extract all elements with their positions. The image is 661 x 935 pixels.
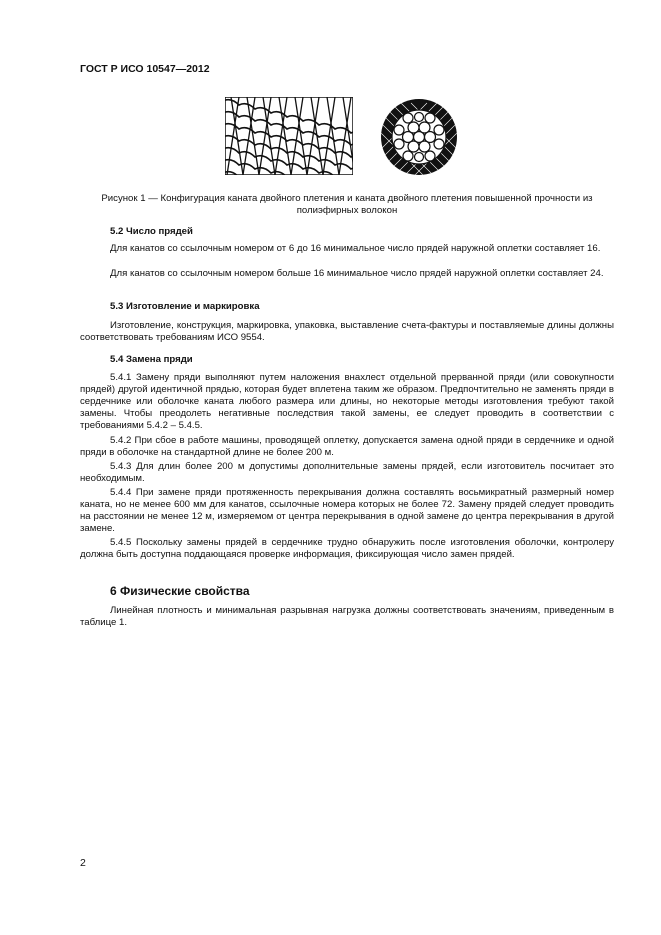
section-5-3-paragraph-1: Изготовление, конструкция, маркировка, упаковка, выставление счета-фактуры и поставляемые длины должны соответствовать требованиям ИСО 9554. bbox=[80, 320, 614, 343]
document-header: ГОСТ Р ИСО 10547—2012 bbox=[80, 63, 210, 75]
rope-cross-section-icon bbox=[381, 99, 457, 179]
section-5-4-title: 5.4 Замена пряди bbox=[110, 354, 193, 365]
braided-rope-icon bbox=[223, 97, 367, 183]
section-5-4-5-paragraph: 5.4.5 Поскольку замены прядей в сердечнике трудно обнаружить после изготовления оболочки, контролеру должна быть доступна поддающаяся проверке информация, фиксирующая число замен прядей. bbox=[80, 537, 614, 560]
section-5-3-title: 5.3 Изготовление и маркировка bbox=[110, 301, 260, 312]
section-5-4-4-paragraph: 5.4.4 При замене пряди протяженность перекрывания должна составлять восьмикратный размерный номер каната, но не менее 600 мм для канатов, ссылочные номера которых не более 72. Замену прядей следует проводить на расстоянии не менее 12 м, измеряемом от центра перекрывания в одной замене до центра перекрывания в другой замене. bbox=[80, 487, 614, 534]
section-5-4-1-paragraph: 5.4.1 Замену пряди выполняют путем наложения внахлест отдельной прерванной пряди (или совокупности прядей) другой идентичной прядью, которая будет вплетена таким же образом. Предпочтительно не заменять пряди в сердечнике или оболочке каната любого размера или длины, но некоторые методы изготовления требуют такой замены. Чтобы преодолеть негативные последствия такой замены, ее следует проводить в соответствии с требованиями 5.4.2 – 5.4.5. bbox=[80, 372, 614, 431]
section-5-2-title: 5.2 Число прядей bbox=[110, 226, 193, 237]
section-5-2-paragraph-1: Для канатов со ссылочным номером от 6 до 16 минимальное число прядей наружной оплетки составляет 16. bbox=[110, 243, 601, 254]
section-5-4-2-paragraph: 5.4.2 При сбое в работе машины, проводящей оплетку, допускается замена одной пряди в сердечнике и одной пряди в оболочке на стандартной длине не более 200 м. bbox=[80, 435, 614, 458]
figure-caption: Рисунок 1 — Конфигурация каната двойного плетения и каната двойного плетения повышенной прочности из полиэфирных волокон bbox=[101, 193, 593, 216]
section-5-2-paragraph-2: Для канатов со ссылочным номером больше 16 минимальное число прядей наружной оплетки составляет 24. bbox=[110, 268, 604, 279]
section-5-4-3-paragraph: 5.4.3 Для длин более 200 м допустимы дополнительные замены прядей, если изготовитель посчитает это необходимым. bbox=[80, 461, 614, 484]
page-number: 2 bbox=[80, 857, 86, 869]
section-6-paragraph-1: Линейная плотность и минимальная разрывная нагрузка должны соответствовать значениям, приведенным в таблице 1. bbox=[80, 605, 614, 628]
figure-1 bbox=[223, 93, 463, 188]
rope-figure bbox=[223, 93, 463, 183]
section-6-title: 6 Физические свойства bbox=[110, 584, 250, 598]
